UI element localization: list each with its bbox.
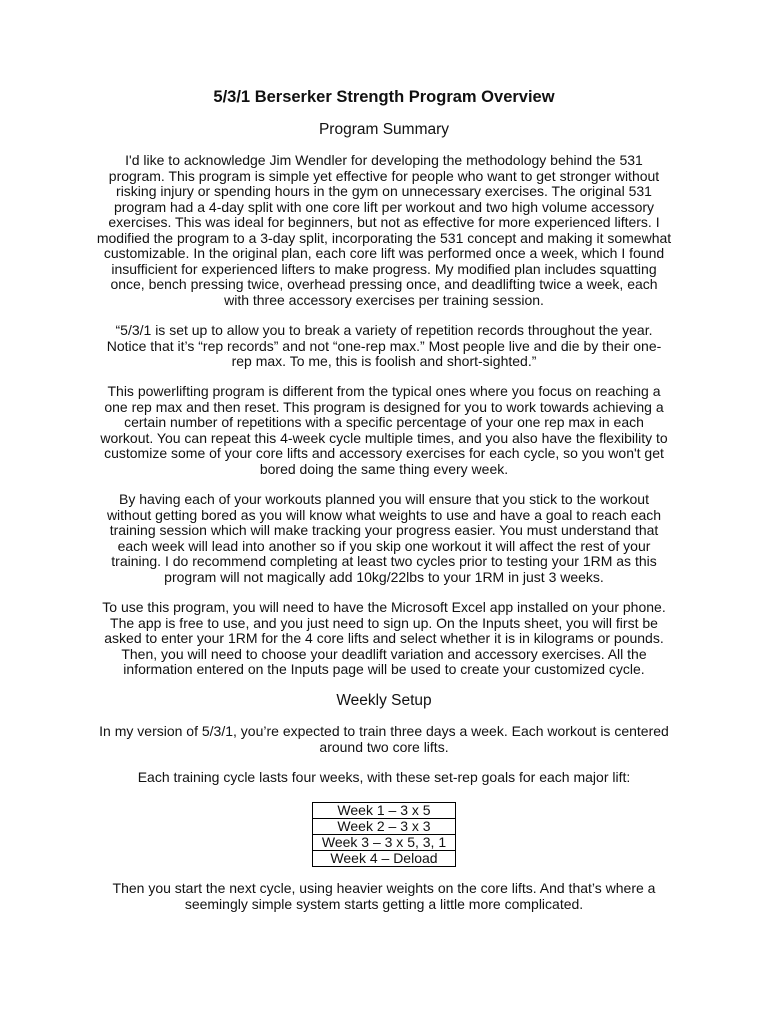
text-line: workout. You can repeat this 4-week cycle multiple times, and you also have the flexibility to [100, 429, 668, 446]
table-cell: Week 3 – 3 x 5, 3, 1 [313, 835, 456, 851]
text-line: one rep max and then reset. This program is designed for you to work towards achieving a [104, 398, 664, 415]
text-line: around two core lifts. [319, 738, 449, 755]
section-heading-program-summary: Program Summary [318, 121, 450, 138]
text-line: seemingly simple system starts getting a little more complicated. [184, 895, 584, 912]
text-line: rep max. To me, this is foolish and short-sighted.” [231, 353, 537, 369]
text-line: risking injury or spending hours in the gym on unnecessary exercises. The original 531 [116, 183, 652, 199]
text-line: certain number of repetitions with a specific percentage of your one rep max in each [124, 414, 644, 430]
quote-paragraph [0, 323, 768, 370]
table-cell: Week 4 – Deload [313, 851, 456, 867]
section-heading-weekly-setup: Weekly Setup [336, 692, 432, 709]
paragraph [0, 881, 768, 912]
text-line: each week will lead into another so if you skip one workout it will affect the rest of your [117, 537, 651, 554]
text-line: customize some of your core lifts and accessory exercises for each cycle, so you won't get [104, 445, 664, 461]
text-line: Notice that it’s “rep records” and not “one-rep max.” Most people live and die by their one- [106, 337, 662, 354]
table-row [313, 819, 456, 835]
text-line: This powerlifting program is different from the typical ones where you focus on reaching a [107, 383, 661, 399]
text-line: insufficient for experienced lifters to make progress. My modified plan includes squatting [111, 260, 657, 277]
paragraph [0, 492, 768, 585]
text-line: exercises. This was ideal for beginners, but not as effective for more experienced lifters. I [108, 214, 660, 230]
text-line: without getting bored as you will know what weights to use and have a goal to reach each [106, 506, 662, 523]
table-row [313, 803, 456, 819]
text-line: bored doing the same thing every week. [259, 460, 509, 477]
text-line: once, bench pressing twice, overhead pressing once, and deadlifting twice a week, each [110, 276, 658, 292]
text-line: Then, you will need to choose your deadlift variation and accessory exercises. All the [121, 645, 647, 662]
text-line: training. I do recommend completing at least two cycles prior to testing your 1RM as this [111, 553, 657, 569]
text-line: Each training cycle lasts four weeks, with these set-rep goals for each major lift: [137, 769, 631, 785]
table-row [313, 835, 456, 851]
paragraph [0, 384, 768, 477]
text-line: training session which will make tracking your progress easier. You must understand that [109, 522, 659, 538]
paragraph [0, 770, 768, 786]
text-line: program had a 4-day split with one core lift per workout and two high volume accessory [113, 198, 655, 215]
text-line: To use this program, you will need to have the Microsoft Excel app installed on your phone. [102, 599, 666, 615]
table-row [313, 851, 456, 867]
text-line: asked to enter your 1RM for the 4 core lifts and select whether it is in kilograms or pounds. [104, 630, 664, 646]
text-line: modified the program to a 3-day split, incorporating the 531 concept and making it somewhat [96, 229, 672, 246]
paragraph [0, 600, 768, 678]
table-cell: Week 2 – 3 x 3 [313, 819, 456, 835]
text-line: with three accessory exercises per training session. [224, 291, 544, 308]
document-title: 5/3/1 Berserker Strength Program Overview [213, 88, 555, 106]
text-line: By having each of your workouts planned you will ensure that you stick to the workout [119, 491, 649, 507]
text-line: program. This program is simple yet effective for people who want to get stronger without [108, 167, 660, 184]
paragraph [0, 153, 768, 308]
text-line: In my version of 5/3/1, you’re expected to train three days a week. Each workout is centered [99, 723, 669, 739]
text-line: I'd like to acknowledge Jim Wendler for developing the methodology behind the 531 [125, 152, 643, 168]
text-line: The app is free to use, and you just need to sign up. On the Inputs sheet, you will first be [110, 614, 658, 631]
set-rep-table-container [312, 802, 456, 867]
table-cell: Week 1 – 3 x 5 [313, 803, 456, 819]
paragraph [0, 724, 768, 755]
text-line: information entered on the Inputs page will be used to create your customized cycle. [123, 661, 645, 677]
text-line: Then you start the next cycle, using heavier weights on the core lifts. And that’s where a [112, 880, 656, 896]
text-line: “5/3/1 is set up to allow you to break a variety of repetition records throughout the year. [115, 322, 653, 338]
text-line: program will not magically add 10kg/22lbs to your 1RM in just 3 weeks. [164, 568, 604, 585]
text-line: customizable. In the original plan, each core lift was performed once a week, which I found [103, 245, 665, 261]
set-rep-table [312, 802, 456, 867]
